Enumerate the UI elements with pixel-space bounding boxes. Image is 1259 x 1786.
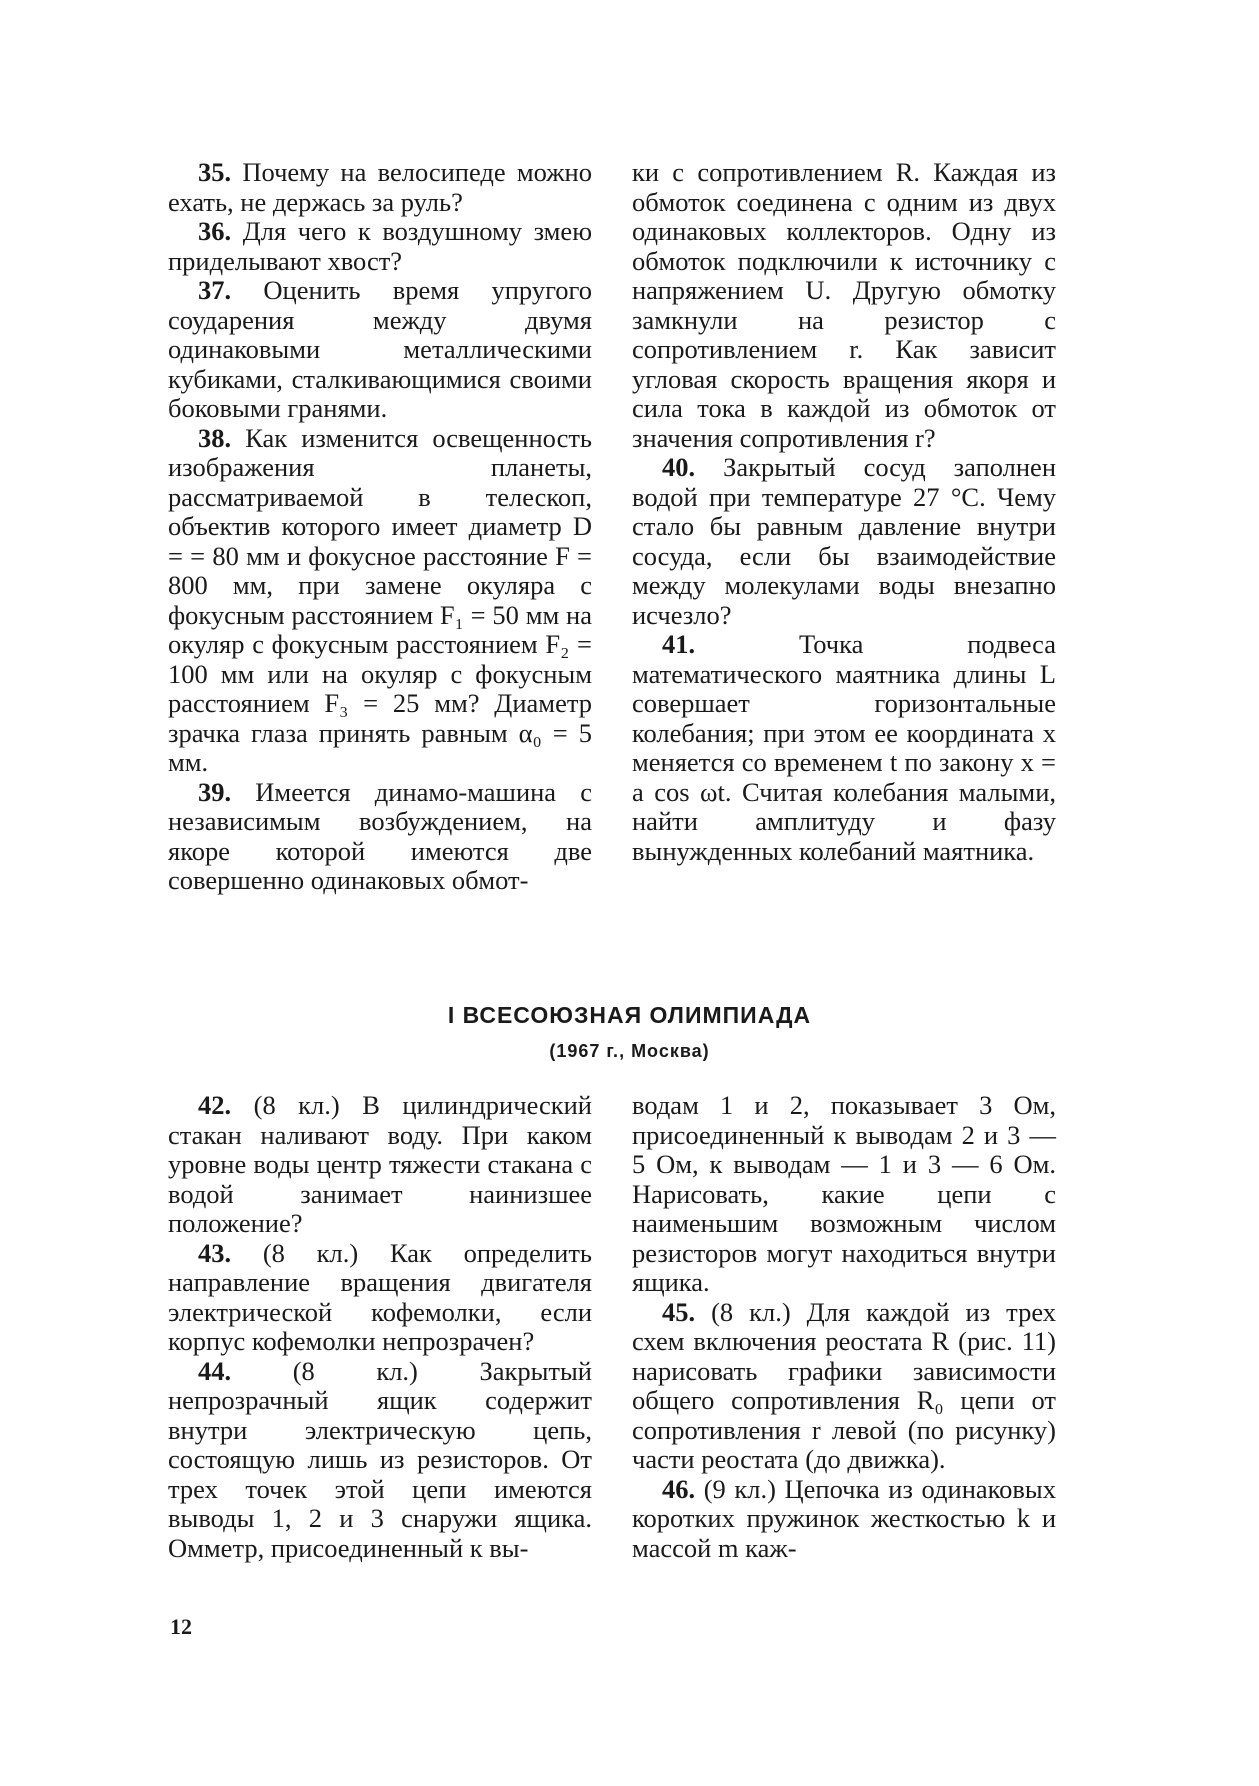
problem-number: 42. bbox=[198, 1090, 232, 1120]
problem-39-continued bbox=[632, 158, 1056, 453]
problem-42 bbox=[168, 1091, 592, 1239]
problem-text: Почему на велосипеде можно ехать, не держась за руль? bbox=[168, 157, 592, 217]
section-title: I ВСЕСОЮЗНАЯ ОЛИМПИАДА bbox=[447, 1002, 812, 1028]
problem-46 bbox=[632, 1475, 1056, 1564]
problem-text: Закрытый сосуд заполнен водой при температуре 27 °С. Чему стало бы равным давление внутри сосуда, если бы взаимодействие между молекулами воды внезапно исчезло? bbox=[632, 452, 1056, 630]
problem-text: ки с сопротивлением R. Каждая из обмоток соединена с одним из двух одинаковых коллекторов. Одну из обмоток подключили к источнику с напряжением U. Другую обмотку замкнули на резистор с сопротивлением r. Как зависит угловая скорость вращения якоря и сила тока в каждой из обмоток от значения сопротивления r? bbox=[632, 157, 1056, 453]
page-number: 12 bbox=[170, 1614, 192, 1639]
problem-number: 43. bbox=[198, 1237, 232, 1268]
problem-number: 38. bbox=[198, 422, 232, 453]
problem-number: 35. bbox=[198, 157, 232, 187]
problem-number: 36. bbox=[198, 216, 232, 246]
problem-number: 45. bbox=[662, 1296, 696, 1327]
problem-text: (8 кл.) Закрытый непрозрачный ящик содержит внутри электрическую цепь, состоящую лишь из резисторов. От трех точек этой цепи имеются выводы 1, 2 и 3 снаружи ящика. Омметр, присоединенный к вы- bbox=[168, 1355, 592, 1563]
problem-37 bbox=[168, 276, 592, 424]
problem-text: (8 кл.) Для каждой из трех схем включения реостата R (рис. 11) нарисовать графики зависимости общего сопротивления R₀ цепи от сопротивления r левой (по рисунку) части реостата (до движка). bbox=[632, 1296, 1056, 1474]
problem-35 bbox=[168, 158, 592, 217]
problem-number: 46. bbox=[662, 1473, 696, 1504]
problem-36 bbox=[168, 217, 592, 276]
problem-text: Для чего к воздушному змею приделывают хвост? bbox=[168, 216, 592, 276]
bottom-columns bbox=[168, 1091, 1056, 1563]
problem-text: Как изменится освещенность изображения планеты, рассматриваемой в телескоп, объектив которого имеет диаметр D = = 80 мм и фокусное расстояние F = 800 мм, при замене окуляра с фокусным расстоянием F₁ = 50 мм на окуляр с фокусным расстоянием F₂ = 100 мм или на окуляр с фокусным расстоянием F₃ = 25 мм? Диаметр зрачка глаза принять равным α₀ = 5 мм. bbox=[168, 422, 592, 777]
problem-number: 41. bbox=[662, 629, 696, 659]
top-columns bbox=[168, 158, 1056, 896]
section-heading bbox=[0, 1002, 1259, 1062]
problem-number: 39. bbox=[198, 776, 232, 807]
problem-text: водам 1 и 2, показывает 3 Ом, присоединенный к выводам 2 и 3 — 5 Ом, к выводам — 1 и 3 — 6 Ом. Нарисовать, какие цепи с наименьшим возможным числом резисторов могут находиться внутри ящика. bbox=[632, 1090, 1056, 1297]
problem-43 bbox=[168, 1239, 592, 1357]
bottom-right-column bbox=[632, 1091, 1056, 1563]
problem-39 bbox=[168, 778, 592, 896]
top-left-column bbox=[168, 158, 592, 896]
problem-44-continued bbox=[632, 1091, 1056, 1298]
problem-text: (9 кл.) Цепочка из одинаковых коротких пружинок жесткостью k и массой m каж- bbox=[632, 1473, 1056, 1563]
problem-text: Точка подвеса математического маятника длины L совершает горизонтальные колебания; при этом ее координата x меняется со временем t по закону x = a cos ωt. Считая колебания малыми, найти амплитуду и фазу вынужденных колебаний маятника. bbox=[632, 629, 1056, 866]
problem-45 bbox=[632, 1298, 1056, 1475]
section-subtitle: (1967 г., Москва) bbox=[549, 1041, 710, 1061]
problem-number: 37. bbox=[198, 275, 232, 305]
problem-text: Оценить время упругого соударения между двумя одинаковыми металлическими кубиками, сталкивающимися своими боковыми гранями. bbox=[168, 275, 592, 423]
problem-number: 44. bbox=[198, 1355, 232, 1386]
problem-text: (8 кл.) Как определить направление вращения двигателя электрической кофемолки, если корпус кофемолки непрозрачен? bbox=[168, 1237, 592, 1356]
problem-44 bbox=[168, 1357, 592, 1564]
problem-number: 40. bbox=[662, 452, 696, 482]
problem-40 bbox=[632, 453, 1056, 630]
problem-41 bbox=[632, 630, 1056, 866]
problem-38 bbox=[168, 424, 592, 778]
problem-text: (8 кл.) В цилиндрический стакан наливают воду. При каком уровне воды центр тяжести стакана с водой занимает наинизшее положение? bbox=[168, 1090, 592, 1238]
problem-text: Имеется динамо-машина с независимым возбуждением, на якоре которой имеются две совершенно одинаковых обмот- bbox=[168, 776, 592, 895]
top-right-column bbox=[632, 158, 1056, 896]
bottom-left-column bbox=[168, 1091, 592, 1563]
